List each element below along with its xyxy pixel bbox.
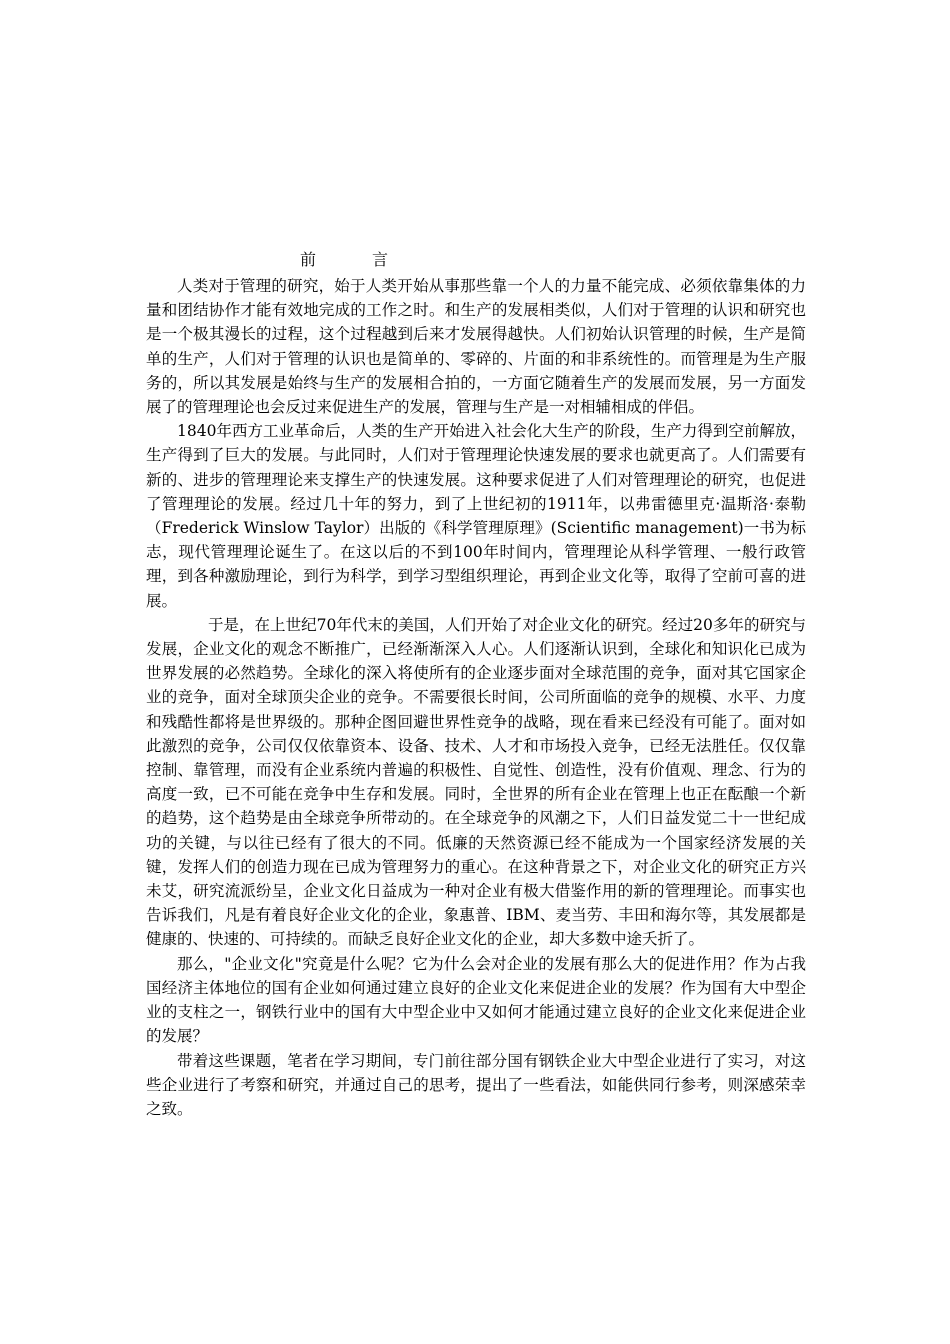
paragraph: 人类对于管理的研究，始于人类开始从事那些靠一个人的力量不能完成、必须依靠集体的力量和团结协作才能有效地完成的工作之时。和生产的发展相类似，人们对于管理的认识和研究也是一个极其漫长的过程，这个过程越到后来才发展得越快。人们初始认识管理的时候，生产是简单的生产，人们对于管理的认识也是简单的、零碎的、片面的和非系统性的。而管理是为生产服务的，所以其发展是始终与生产的发展相合拍的，一方面它随着生产的发展而发展，另一方面发展了的管理理论也会反过来促进生产的发展，管理与生产是一对相辅相成的伴侣。 — [146, 277, 806, 417]
document-body — [146, 274, 806, 1121]
paragraph: 那么，"企业文化"究竟是什么呢？它为什么会对企业的发展有那么大的促进作用？作为占我国经济主体地位的国有企业如何通过建立良好的企业文化来促进企业的发展？作为国有大中型企业的支柱之一，钢铁行业中的国有大中型企业中又如何才能通过建立良好的企业文化来促进企业的发展？ — [146, 954, 806, 1046]
page-title: 前言 — [300, 250, 445, 269]
paragraph: 带着这些课题，笔者在学习期间，专门前往部分国有钢铁企业大中型企业进行了实习，对这些企业进行了考察和研究，并通过自己的思考，提出了一些看法，如能供同行参考，则深感荣幸之致。 — [146, 1051, 806, 1118]
paragraph: 1840年西方工业革命后，人类的生产开始进入社会化大生产的阶段，生产力得到空前解放，生产得到了巨大的发展。与此同时，人们对于管理理论快速发展的要求也就更高了。人们需要有新的、进步的管理理论来支撑生产的快速发展。这种要求促进了人们对管理理论的研究，也促进了管理理论的发展。经过几十年的努力，到了上世纪初的1911年，以弗雷德里克·温斯洛·泰勒（Frederick Winslow Taylor）出版的《科学管理原理》(Scientific management)一书为标志，现代管理理论诞生了。在这以后的不到100年时间内，管理理论从科学管理、一般行政管理，到各种激励理论，到行为科学，到学习型组织理论，再到企业文化等，取得了空前可喜的进展。 — [146, 422, 806, 610]
paragraph: 于是，在上世纪70年代末的美国，人们开始了对企业文化的研究。经过20多年的研究与发展，企业文化的观念不断推广，已经渐渐深入人心。人们逐渐认识到，全球化和知识化已成为世界发展的必然趋势。全球化的深入将使所有的企业逐步面对全球范围的竞争，面对其它国家企业的竞争，面对全球顶尖企业的竞争。不需要很长时间，公司所面临的竞争的规模、水平、力度和残酷性都将是世界级的。那种企图回避世界性竞争的战略，现在看来已经没有可能了。面对如此激烈的竞争，公司仅仅依靠资本、设备、技术、人才和市场投入竞争，已经无法胜任。仅仅靠控制、靠管理，而没有企业系统内普遍的积极性、自觉性、创造性，没有价值观、理念、行为的高度一致，已不可能在竞争中生存和发展。同时，全世界的所有企业在管理上也正在酝酿一个新的趋势，这个趋势是由全球竞争所带动的。在全球竞争的风潮之下，人们日益发觉二十一世纪成功的关键，与以往已经有了很大的不同。低廉的天然资源已经不能成为一个国家经济发展的关键，发挥人们的创造力现在已成为管理努力的重心。在这种背景之下，对企业文化的研究正方兴未艾，研究流派纷呈，企业文化日益成为一种对企业有极大借鉴作用的新的管理理论。而事实也告诉我们，凡是有着良好企业文化的企业，象惠普、IBM、麦当劳、丰田和海尔等，其发展都是健康的、快速的、可持续的。而缺乏良好企业文化的企业，却大多数中途夭折了。 — [146, 615, 806, 949]
